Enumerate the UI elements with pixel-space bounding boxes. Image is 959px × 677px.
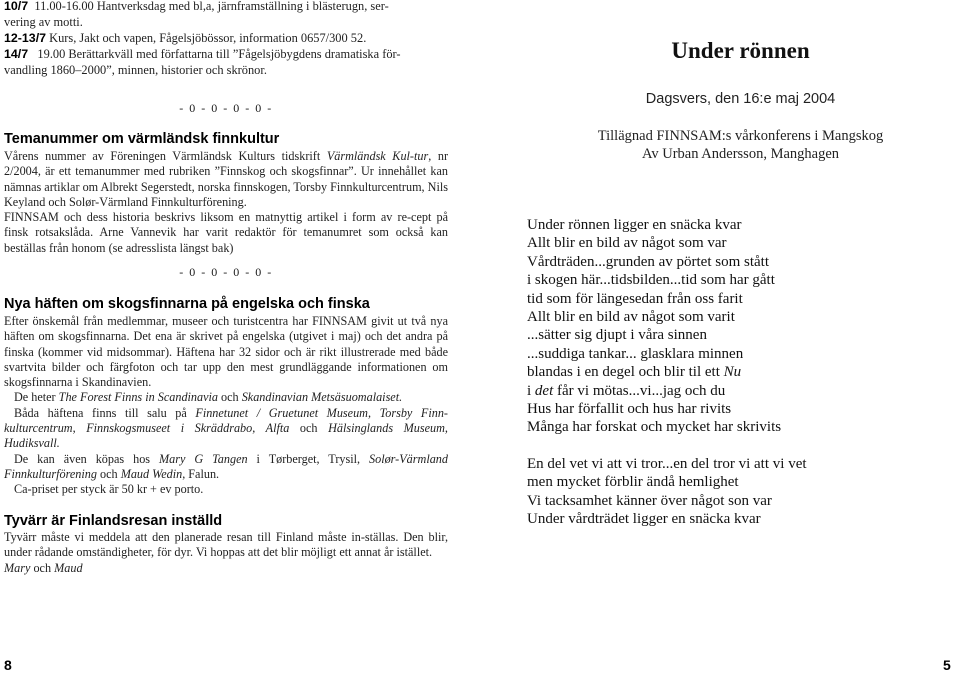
text-run: i xyxy=(527,382,535,399)
poem-body xyxy=(527,216,807,529)
schedule-text: vandling 1860–2000”, minnen, historier och skrönor. xyxy=(4,63,267,77)
poem-line: Vårdträden...grunden av pörtet som stått xyxy=(527,253,770,270)
poem-line: Många har forskat och mycket har skrivits xyxy=(527,419,782,436)
paragraph xyxy=(4,390,448,405)
paragraph: Efter önskemål från medlemmar, museer och turistcentra har FINNSAM givit ut två nya häften om skogsfinnarna. Det ena är skrivet på engelska (utgivet i maj) och det andra på finska (kommer vid midsommar). Häftena har 32 sidor och är rikt illustrerade med både svartvita bilder och färgfoton och tar upp den mest grundläggande informationen om skogsfinnarna i Skandinavien. xyxy=(4,314,448,390)
page-number-right: 5 xyxy=(943,657,951,673)
finlandsresan-text xyxy=(4,530,448,576)
schedule-text: Kurs, Jakt och vapen, Fågelsjöbössor, information 0657/300 52. xyxy=(49,31,367,45)
date-line: Dagsvers, den 16:e maj 2004 xyxy=(645,91,836,107)
organisation-name: Solør-Värmland Finnkulturförening xyxy=(4,451,448,481)
schedule-date: 14/7 xyxy=(4,47,29,61)
text-run: och xyxy=(289,421,329,436)
schedule-line xyxy=(4,0,448,14)
person-name: Mary G Tangen xyxy=(159,451,248,466)
paragraph xyxy=(4,452,448,483)
poem-line: En del vet vi att vi tror...en del tror vi att vi vet xyxy=(527,455,807,472)
section-divider: - 0 - 0 - 0 - 0 - xyxy=(179,265,273,279)
poem-line: Allt blir en bild av något som var xyxy=(527,235,727,252)
page-number-left: 8 xyxy=(4,657,12,673)
poem-line: men mycket förblir ändå hemlighet xyxy=(527,474,739,491)
journal-title: Värmländsk Kul-tur xyxy=(326,149,429,163)
poem-line: Allt blir en bild av något som varit xyxy=(527,309,735,326)
person-name: Mary xyxy=(4,560,31,575)
poem-line: ...suddiga tankar... glasklara minnen xyxy=(527,345,744,362)
schedule-line xyxy=(4,30,448,46)
paragraph xyxy=(4,149,448,210)
poem-line: Under rönnen ligger en snäcka kvar xyxy=(527,217,742,233)
schedule-text: 19.00 Berättarkväll med författarna till ”Fågelsjöbygdens dramatiska för- xyxy=(37,47,401,61)
poem-line xyxy=(527,363,807,381)
text-run: och xyxy=(218,390,242,405)
venue-list: Finnetunet / Gruetunet Museum, Torsby Finn-kulturcentrum, Finnskogsmuseet i Skräddrabo, Alfta xyxy=(4,405,448,436)
poem-line: Under vårdträdet ligger en snäcka kvar xyxy=(527,511,761,528)
section-heading-finlandsresan: Tyvärr är Finlandsresan inställd xyxy=(4,513,223,529)
text-run: Båda häftena finns till salu på xyxy=(14,405,196,420)
signature xyxy=(4,561,448,576)
poem-line: ...sätter sig djupt i våra sinnen xyxy=(527,327,707,344)
right-page xyxy=(527,0,954,677)
text-run: och xyxy=(96,466,121,481)
schedule-date: 10/7 xyxy=(4,0,29,13)
paragraph: Tyvärr måste vi meddela att den planerade resan till Finland måste in-ställas. Den blir, under rådande omständigheter, för dyr. Vi hoppas att det blir möjligt ett annat år istället. xyxy=(4,530,448,560)
booklet-title: The Forest Finns in Scandinavia xyxy=(58,390,218,405)
section-divider: - 0 - 0 - 0 - 0 - xyxy=(179,101,273,115)
text-run: , nr 2/2004, är ett temanummer med rubriken ”Finnskog och skogsfinnar”. Ur innehållet kan nämnas artiklar om Albrekt Segerstedt, norska finnskogen, Torsby Finnkulturcentrum, Nils Keyland och Solør-Värmland Finnkulturförening. xyxy=(4,149,448,209)
booklet-title: Skandinavian Metsäsuomalaiset. xyxy=(241,390,403,405)
schedule-line xyxy=(4,46,448,62)
temanummer-text xyxy=(4,149,448,256)
paragraph xyxy=(4,406,448,452)
emphasis: det xyxy=(534,382,554,399)
text-run: , Falun. xyxy=(182,466,220,481)
person-name: Maud Wedin xyxy=(120,466,183,481)
section-heading-temanummer: Temanummer om värmländsk finnkultur xyxy=(4,131,280,147)
paragraph: FINNSAM och dess historia beskrivs liksom en matnyttig artikel i form av re-cept på finsk rotsakslåda. Arne Vannevik har varit redaktör för temanumret som också kan beställas från honom (se adresslista längst bak) xyxy=(4,210,448,255)
text-run: och xyxy=(30,560,55,575)
venue-name: Hälsinglands Museum, Hudiksvall. xyxy=(4,421,448,451)
text-run: Vårens nummer av Föreningen Värmländsk Kulturs tidskrift xyxy=(4,149,327,163)
nya-haften-text xyxy=(4,314,448,498)
text-run: får vi mötas...vi...jag och du xyxy=(553,382,726,399)
paragraph: Ca-priset per styck är 50 kr + ev porto. xyxy=(14,482,204,497)
poem-line: tid som för längesedan från oss farit xyxy=(527,290,743,307)
poem-line xyxy=(527,382,807,400)
poem-line: i skogen här...tidsbilden...tid som har gått xyxy=(527,272,775,289)
schedule-date: 12-13/7 xyxy=(4,31,47,45)
emphasis: Nu xyxy=(723,364,742,381)
text-run: De kan även köpas hos xyxy=(14,451,160,466)
section-heading-nya-haften: Nya häften om skogsfinnarna på engelska och finska xyxy=(4,296,370,312)
person-name: Maud xyxy=(54,560,83,575)
schedule-line xyxy=(4,62,448,78)
dedication xyxy=(527,127,954,163)
schedule-text: vering av motti. xyxy=(4,15,83,29)
poem-line: Hus har förfallit och hus har rivits xyxy=(527,401,732,418)
schedule-line xyxy=(4,14,448,30)
text-run: blandas i en degel och blir til ett xyxy=(527,364,724,381)
text-run: i Tørberget, Trysil, xyxy=(247,451,370,466)
dedication-line: Tillägnad FINNSAM:s vårkonferens i Mangskog xyxy=(597,128,884,144)
poem-line: Vi tacksamhet känner över något son var xyxy=(527,492,772,509)
schedule-text: 11.00-16.00 Hantverksdag med bl,a, järnframställning i blästerugn, ser- xyxy=(34,0,389,13)
poem-title: Under rönnen xyxy=(671,38,810,63)
poem-stanza-2 xyxy=(527,455,807,529)
text-run: De heter xyxy=(14,390,59,405)
event-schedule xyxy=(4,0,448,78)
dedication-author: Av Urban Andersson, Manghagen xyxy=(641,146,840,162)
